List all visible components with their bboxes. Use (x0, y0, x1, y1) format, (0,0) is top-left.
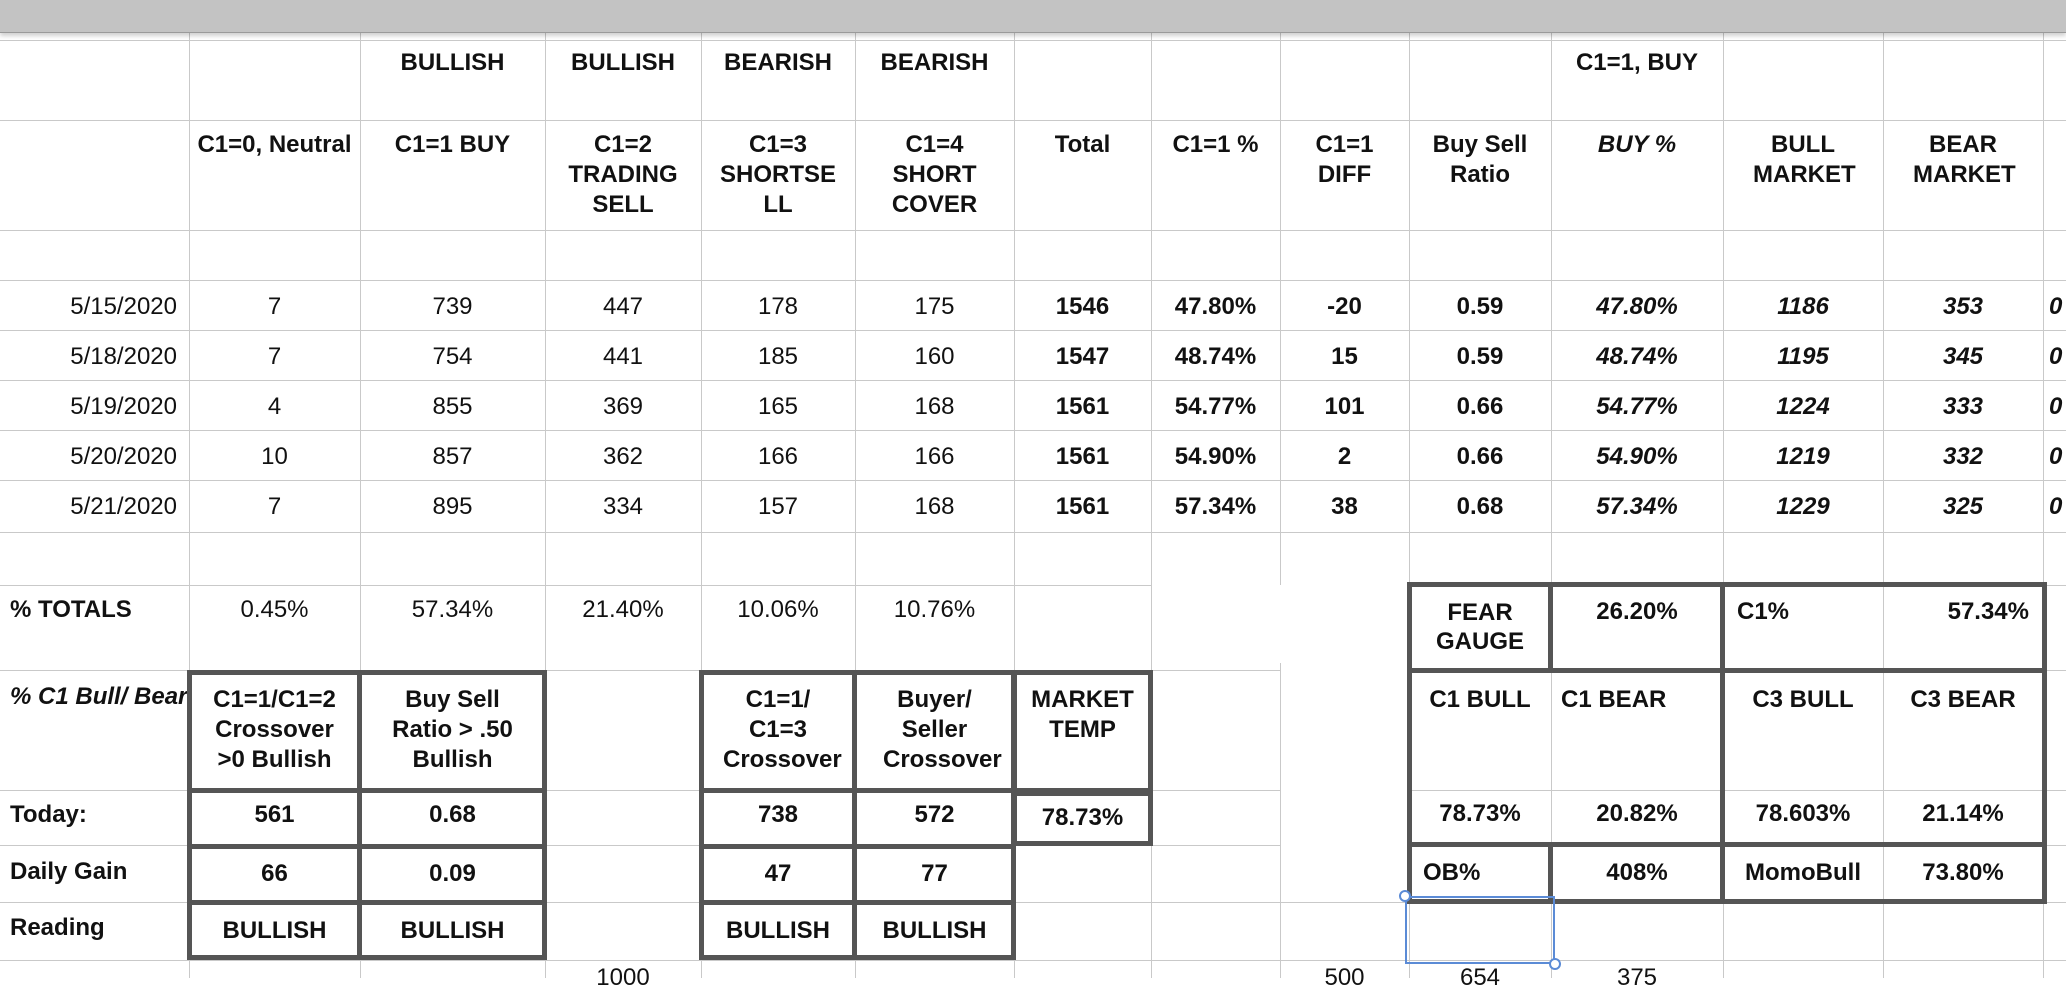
fear-gauge-value[interactable]: 26.20% (1596, 598, 1678, 625)
gauge-vline-mid (1720, 582, 1725, 904)
col-header-trading-sell: C1=2 TRADING SELL (568, 131, 678, 218)
cell-cover[interactable]: 175 (914, 293, 955, 320)
left-indicator-hline-1 (187, 788, 547, 793)
cell-bull[interactable]: 1219 (1776, 443, 1830, 470)
c1-bear-value[interactable]: 20.82% (1596, 800, 1678, 827)
today-label: Today: (10, 801, 87, 828)
col-header-c1-pct: C1=1 % (1172, 131, 1259, 158)
today-bs-ratio[interactable]: 0.68 (429, 801, 476, 828)
row-gridline (0, 330, 2066, 331)
cell-date[interactable]: 5/18/2020 (70, 343, 177, 370)
today-market-temp[interactable]: 78.73% (1041, 804, 1124, 831)
cell-tsell[interactable]: 369 (602, 393, 644, 420)
cell-pct[interactable]: 48.74% (1174, 343, 1257, 370)
reading-crossover-13[interactable]: BULLISH (726, 917, 830, 944)
left-indicator-hline-3 (187, 900, 547, 905)
cell-ratio[interactable]: 0.59 (1456, 343, 1504, 370)
col-header-neutral: C1=0, Neutral (197, 131, 352, 158)
momo-bull-value[interactable]: 73.80% (1922, 859, 2004, 886)
c3-bull-label: C3 BULL (1752, 686, 1854, 713)
cell-bear[interactable]: 333 (1942, 393, 1984, 420)
momo-bull-label: MomoBull (1745, 859, 1861, 886)
gauge-vline-fear (1548, 582, 1553, 670)
cell-pct[interactable]: 57.34% (1174, 493, 1257, 520)
cutoff-value-a[interactable]: 1000 (596, 964, 650, 991)
blank-region (1281, 670, 1407, 900)
totals-trading-sell[interactable]: 21.40% (582, 596, 664, 623)
row-gridline (0, 532, 2066, 533)
cutoff-value-b[interactable]: 500 (1324, 964, 1365, 991)
cell-cover[interactable]: 166 (914, 443, 955, 470)
cell-bull[interactable]: 1195 (1777, 343, 1829, 370)
cell-total[interactable]: 1561 (1055, 493, 1110, 520)
middle-indicator-hline-1 (699, 788, 1016, 793)
cell-ratio[interactable]: 0.66 (1456, 443, 1504, 470)
selection-handle-bottom[interactable] (1549, 958, 1561, 970)
cell-bull[interactable]: 1229 (1776, 493, 1830, 520)
cell-short[interactable]: 165 (757, 393, 799, 420)
cell-short[interactable]: 166 (757, 443, 799, 470)
window-toolbar-strip (0, 0, 2066, 33)
daily-gain-label: Daily Gain (10, 858, 128, 885)
col-header-c1-diff: C1=1 DIFF (1315, 131, 1374, 188)
ob-pct-value[interactable]: 408% (1606, 859, 1668, 886)
cell-short[interactable]: 185 (757, 343, 799, 370)
cell-tsell[interactable]: 447 (602, 293, 644, 320)
col-header-buy: C1=1 BUY (394, 131, 511, 158)
cell-extra[interactable]: 0 (2049, 443, 2063, 470)
cell-ratio[interactable]: 0.68 (1456, 493, 1504, 520)
cell-extra[interactable]: 0 (2049, 293, 2063, 320)
cell-buy[interactable]: 895 (432, 493, 473, 520)
header-crossover-12: C1=1/C1=2 Crossover >0 Bullish (213, 686, 336, 773)
gain-buyer-seller[interactable]: 77 (921, 860, 948, 887)
cell-buy[interactable]: 754 (432, 343, 473, 370)
left-indicator-hline-2 (187, 844, 547, 849)
cell-tsell[interactable]: 334 (602, 493, 644, 520)
cell-extra[interactable]: 0 (2049, 393, 2063, 420)
col-header-bear-market: BEAR MARKET (1913, 131, 2016, 188)
col-header-shortsell: C1=3 SHORTSE LL (719, 131, 836, 218)
cell-cover[interactable]: 168 (914, 393, 955, 420)
gain-crossover-13[interactable]: 47 (764, 860, 792, 887)
c1-pct-value[interactable]: 57.34% (1947, 598, 2029, 625)
c1-bull-value[interactable]: 78.73% (1439, 800, 1521, 827)
header-bs-ratio: Buy Sell Ratio > .50 Bullish (392, 686, 513, 773)
gain-bs-ratio[interactable]: 0.09 (429, 860, 476, 887)
middle-indicator-hline-2 (699, 844, 1016, 849)
blank-region (1152, 585, 1408, 663)
group-header-shortsell: BEARISH (723, 49, 832, 76)
cell-pct[interactable]: 47.80% (1174, 293, 1257, 320)
totals-short-cover[interactable]: 10.76% (893, 596, 976, 623)
cell-total[interactable]: 1561 (1055, 443, 1110, 470)
selected-cell[interactable] (1405, 896, 1555, 964)
cell-total[interactable]: 1546 (1055, 293, 1110, 320)
cell-buy-pct[interactable]: 47.80% (1596, 293, 1678, 320)
row-gridline (0, 40, 2066, 41)
row-gridline (0, 430, 2066, 431)
cell-date[interactable]: 5/19/2020 (70, 393, 177, 420)
cell-bear[interactable]: 345 (1942, 343, 1984, 370)
today-crossover-13[interactable]: 738 (757, 801, 799, 828)
cell-date[interactable]: 5/15/2020 (70, 293, 177, 320)
row-gridline (0, 120, 2066, 121)
row-gridline (0, 230, 2066, 231)
cell-neutral[interactable]: 7 (267, 493, 282, 520)
header-market-temp: MARKET TEMP (1031, 686, 1134, 743)
cell-short[interactable]: 178 (757, 293, 799, 320)
cell-buy-pct[interactable]: 54.90% (1596, 443, 1678, 470)
cell-ratio[interactable]: 0.66 (1456, 393, 1504, 420)
c1-pct-label: C1% (1737, 598, 1790, 625)
cell-bear[interactable]: 353 (1942, 293, 1984, 320)
cell-buy[interactable]: 739 (432, 293, 473, 320)
cell-pct[interactable]: 54.90% (1174, 443, 1257, 470)
cell-diff[interactable]: -20 (1327, 293, 1362, 320)
cell-buy-pct[interactable]: 57.34% (1596, 493, 1678, 520)
group-header-buy: BULLISH (400, 49, 505, 76)
cell-buy[interactable]: 857 (432, 443, 473, 470)
cell-ratio[interactable]: 0.59 (1456, 293, 1504, 320)
col-header-buy-pct: BUY % (1597, 131, 1677, 158)
cell-buy-pct[interactable]: 48.74% (1596, 343, 1678, 370)
cell-bull[interactable]: 1186 (1777, 293, 1829, 320)
cell-buy-pct[interactable]: 54.77% (1596, 393, 1678, 420)
cell-bull[interactable]: 1224 (1776, 393, 1830, 420)
totals-neutral[interactable]: 0.45% (240, 596, 309, 623)
cell-cover[interactable]: 160 (914, 343, 955, 370)
gauge-vline-ob (1548, 844, 1553, 904)
cell-cover[interactable]: 168 (914, 493, 955, 520)
cell-neutral[interactable]: 7 (267, 293, 282, 320)
middle-indicator-divider (852, 670, 857, 960)
reading-buyer-seller[interactable]: BULLISH (882, 917, 987, 944)
header-buyer-seller: Buyer/ Seller Crossover (883, 686, 1002, 773)
totals-shortsell[interactable]: 10.06% (737, 596, 819, 623)
cell-diff[interactable]: 2 (1337, 443, 1352, 470)
row-gridline (0, 380, 2066, 381)
fear-gauge-label: FEAR GAUGE (1435, 599, 1524, 655)
today-buyer-seller[interactable]: 572 (914, 801, 955, 828)
col-header-total: Total (1054, 131, 1111, 158)
c3-bear-label: C3 BEAR (1910, 686, 2016, 713)
c1-bear-label: C1 BEAR (1561, 686, 1667, 713)
reading-bs-ratio[interactable]: BULLISH (400, 917, 505, 944)
row-gridline (0, 280, 2066, 281)
reading-label: Reading (10, 914, 105, 941)
selection-handle-top[interactable] (1399, 890, 1411, 902)
group-header-buy-pct: C1=1, BUY (1575, 49, 1699, 76)
c3-bear-value[interactable]: 21.14% (1922, 800, 2004, 827)
col-header-bull-market: BULL MARKET (1753, 131, 1856, 188)
cell-bear[interactable]: 325 (1942, 493, 1984, 520)
c3-bull-value[interactable]: 78.603% (1755, 800, 1851, 827)
gain-crossover-12[interactable]: 66 (261, 860, 288, 887)
cell-extra[interactable]: 0 (2049, 493, 2063, 520)
left-indicator-divider (357, 670, 362, 960)
cell-neutral[interactable]: 7 (267, 343, 282, 370)
row-gridline (0, 960, 2066, 961)
cell-date[interactable]: 5/21/2020 (70, 493, 177, 520)
gauge-hline-2 (1407, 842, 2047, 847)
gauge-hline-1 (1407, 668, 2047, 673)
market-temp-hline (1012, 788, 1153, 793)
cell-short[interactable]: 157 (757, 493, 799, 520)
totals-label: % TOTALS (10, 596, 132, 623)
cutoff-value-d[interactable]: 375 (1616, 964, 1658, 991)
column-gridline (2043, 32, 2044, 978)
cell-bear[interactable]: 332 (1942, 443, 1984, 470)
cell-diff[interactable]: 38 (1331, 493, 1358, 520)
row-gridline (0, 585, 2066, 586)
cell-tsell[interactable]: 441 (602, 343, 644, 370)
cell-diff[interactable]: 15 (1331, 343, 1358, 370)
cell-total[interactable]: 1547 (1055, 343, 1110, 370)
reading-crossover-12[interactable]: BULLISH (222, 917, 327, 944)
cell-date[interactable]: 5/20/2020 (70, 443, 177, 470)
cell-total[interactable]: 1561 (1055, 393, 1110, 420)
group-header-short-cover: BEARISH (880, 49, 989, 76)
cell-diff[interactable]: 101 (1324, 393, 1365, 420)
cell-extra[interactable]: 0 (2049, 343, 2063, 370)
cutoff-value-c[interactable]: 654 (1459, 964, 1501, 991)
group-header-trading-sell: BULLISH (571, 49, 675, 76)
cell-pct[interactable]: 54.77% (1174, 393, 1257, 420)
middle-indicator-hline-3 (699, 900, 1016, 905)
ob-pct-label: OB% (1423, 859, 1481, 886)
totals-buy[interactable]: 57.34% (411, 596, 494, 623)
col-header-short-cover: C1=4 SHORT COVER (891, 131, 978, 218)
c1-bull-label: C1 BULL (1429, 686, 1531, 713)
bull-bear-label: % C1 Bull/ Bear (10, 683, 188, 710)
today-crossover-12[interactable]: 561 (254, 801, 295, 828)
cell-buy[interactable]: 855 (432, 393, 473, 420)
cell-neutral[interactable]: 10 (261, 443, 288, 470)
col-header-buy-sell-ratio: Buy Sell Ratio (1432, 131, 1528, 188)
header-crossover-13: C1=1/ C1=3 Crossover (723, 686, 842, 773)
row-gridline (0, 480, 2066, 481)
cell-tsell[interactable]: 362 (602, 443, 644, 470)
cell-neutral[interactable]: 4 (267, 393, 282, 420)
